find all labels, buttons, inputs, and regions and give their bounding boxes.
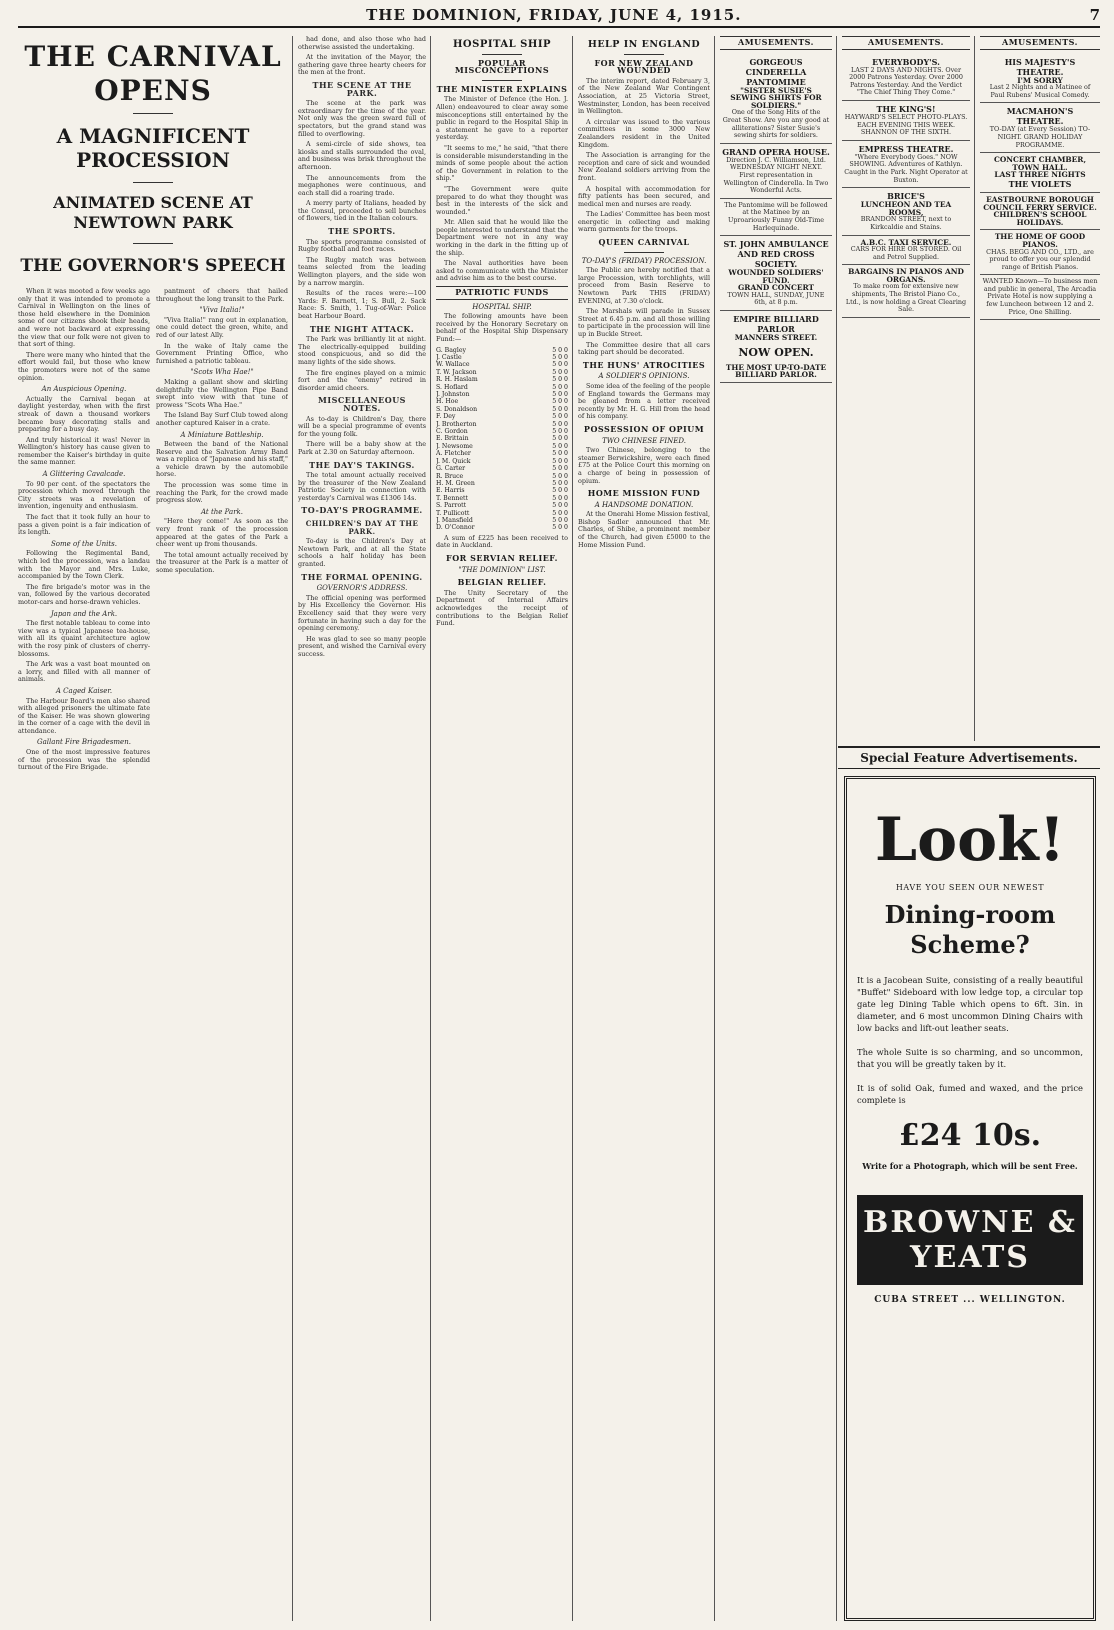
town-hall-text: TOWN HALL, SUNDAY, JUNE 6th, at 8 p.m. xyxy=(727,290,825,307)
fund-name: H. Hoe xyxy=(436,398,459,406)
bargains-ad: BARGAINS IN PIANOS AND ORGANS. To make room for extensive new shipments, The Bristol Piano Co., Ltd., is now holding a Great Clearing Sale. xyxy=(842,265,970,318)
amusements-col-2 xyxy=(842,36,970,741)
sub-units: Some of the Units. xyxy=(50,539,117,548)
page-number: 7 xyxy=(1089,6,1100,24)
soldier-opinions-head: A SOLDIER'S OPINIONS. xyxy=(598,372,690,381)
fund-name: T. Pullicott xyxy=(436,509,470,517)
billiard-ad xyxy=(720,311,832,383)
fund-amount: 5 0 0 xyxy=(552,472,568,480)
hospital-ship-deck2: THE MINISTER EXPLAINS xyxy=(436,83,568,94)
fund-amount: 5 0 0 xyxy=(552,509,568,517)
sub-viva: "Viva Italia!" xyxy=(199,306,245,315)
hospital-ship-headline: HOSPITAL SHIP xyxy=(452,39,552,50)
empress-head: EMPRESS THEATRE. xyxy=(858,143,954,154)
fund-row xyxy=(436,354,568,361)
special-feature-banner: Special Feature Advertisements. xyxy=(838,746,1100,769)
fund-row xyxy=(436,473,568,480)
everybodys-ad: EVERYBODY'S. LAST 2 DAYS AND NIGHTS. Over 2000 Patrons Yesterday. Over 2000 Patrons Yesterday. And the Verdict "The Chief Thing They Come." xyxy=(842,54,970,101)
fund-row xyxy=(436,435,568,442)
his-majestys-head: HIS MAJESTY'S THEATRE. xyxy=(1004,56,1076,77)
ad-body-3: It is of solid Oak, fumed and waxed, and the price complete is xyxy=(857,1083,1083,1105)
empress-ad: EMPRESS THEATRE. "Where Everybody Goes." NOW SHOWING. Adventures of Kathlyn. Caught in the Park. Night Operator at Buxton. xyxy=(842,141,970,188)
fund-name: S. Donaldson xyxy=(436,405,478,413)
masthead xyxy=(18,6,1100,28)
bricks-ad: BRICE'S LUNCHEON AND TEA ROOMS, BRANDON STREET, next to Kirkcaldie and Stains. xyxy=(842,188,970,235)
night-attack-head: THE NIGHT ATTACK. xyxy=(309,323,415,334)
wanted-ad xyxy=(980,275,1100,320)
fund-name: T. W. Jackson xyxy=(436,368,477,376)
fund-name: F. Dey xyxy=(436,413,456,421)
wanted-text: WANTED Known—To business men and public in general, The Arcadia Private Hotel is now supplying a few Luncheon between 12 and 2. Price, One Shilling. xyxy=(982,277,1098,316)
fund-name: S. Hoflard xyxy=(436,383,468,391)
childrens-holidays-head: CHILDREN'S SCHOOL HOLIDAYS. xyxy=(993,210,1087,227)
ad-body-2: The whole Suite is so charming, and so uncommon, that you will be greatly taken by it. xyxy=(857,1047,1083,1069)
carnival-article xyxy=(18,36,288,1621)
wounded-fund-head: WOUNDED SOLDIERS' FUND. xyxy=(728,268,824,285)
servian-sub: "THE DOMINION" LIST. xyxy=(458,565,546,574)
carnival-continued: had done, and also those who had otherwise assisted the undertaking. At the invitation of the Mayor, the gathering gave three hearty cheers for the men at the front. THE SCENE AT THE PARK. The scene at the park was extraordinary for the time of the year. Not only was the green sward full of spectators, but the grand stand was filled to overflowing. A semi-circle of side shows, tea kiosks and stalls surrounded the oval, and business was brisk throughout the afternoon. The announcements from the megaphones were continuous, and each stall did a roaring trade. A merry party of Italians, headed by the Consul, proceeded to sell bunches of flowers, tied in the Italian colours. THE SPORTS. The sports programme consisted of Rugby football and foot races. The Rugby match was between teams selected from the leading Wellington players, and the side won by a narrow margin. Results of the races were:—100 Yards: F. Barnett, 1; S. Bull, 2. Sack Race: S. Smith, 1. Tug-of-War: Police beat Harbour Board. THE NIGHT ATTACK. The Park was brilliantly lit at night. The electrically-equipped building stood conspicuous, and so did the many lights of the side shows. The fire engines played on a mimic fort and the "enemy" retired in disorder amid cheers. MISCELLANEOUS NOTES. As to-day is Children's Day, there will be a special programme of events for the young folk. There will be a baby show at the Park at 2.30 on Saturday afternoon. THE DAY'S TAKINGS. The total amount actually received by the treasurer of the New Zealand Patriotic Society in connection with yesterday's Carnival was £1306 14s. TO-DAY'S PROGRAMME. CHILDREN'S DAY AT THE PARK. To-day is the Children's Day at Newtown Park, and at all the State schools a half holiday has been granted. THE FORMAL OPENING. GOVERNOR'S ADDRESS. The official opening was performed by His Excellency the Governor. His Excellency said that they were very fortunate in having such a day for the opening ceremony. He was glad to see so many people present, and wished the Carnival every success. xyxy=(298,36,426,658)
concert-chamber-head: CONCERT CHAMBER, TOWN HALL. xyxy=(993,155,1087,172)
belgian-head: BELGIAN RELIEF. xyxy=(457,577,547,588)
fund-amount: 5 0 0 xyxy=(552,398,568,406)
violets-head: THE VIOLETS xyxy=(1008,178,1072,189)
column-rule xyxy=(430,36,431,1621)
kings-ad: THE KING'S! HAYWARD'S SELECT PHOTO-PLAYS. EACH EVENING THIS WEEK. SHANNON OF THE SIXTH. xyxy=(842,101,970,141)
queen-carnival-head: QUEEN CARNIVAL xyxy=(598,237,690,248)
fund-name: R. Bruce xyxy=(436,472,464,480)
opera-house-ad: GRAND OPERA HOUSE. Direction J. C. Williamson, Ltd. WEDNESDAY NIGHT NEXT. First representation in Wellington of Cinderella. In Two Wonderful Acts. xyxy=(720,144,832,199)
fund-row xyxy=(436,502,568,509)
fund-name: E. Harris xyxy=(436,487,465,495)
fund-row xyxy=(436,458,568,465)
carnival-headline: THE CARNIVAL OPENS xyxy=(24,40,282,107)
amusements-col-3 xyxy=(980,36,1100,741)
fund-row xyxy=(436,517,568,524)
fund-amount: 5 0 0 xyxy=(552,405,568,413)
fund-amount: 5 0 0 xyxy=(552,457,568,465)
fund-name: C. Gordon xyxy=(436,428,468,436)
fund-name: J. Mansfield xyxy=(436,516,473,524)
column-rule xyxy=(714,36,715,1621)
grand-concert-head: GRAND CONCERT xyxy=(737,283,815,293)
im-sorry-head: I'M SORRY xyxy=(1017,75,1063,85)
sub-auspicious: An Auspicious Opening. xyxy=(41,385,127,394)
fund-name: T. Bennett xyxy=(436,494,468,502)
fund-amount: 5 0 0 xyxy=(552,516,568,524)
last-three-head: LAST THREE NIGHTS xyxy=(994,170,1086,180)
cinderella-head: GORGEOUS CINDERELLA PANTOMIME xyxy=(745,56,807,87)
fund-amount: 5 0 0 xyxy=(552,442,568,450)
fund-name: A. Fletcher xyxy=(436,450,471,458)
firm-address: CUBA STREET ... WELLINGTON. xyxy=(874,1295,1066,1305)
macmahon-ad: MACMAHON'S THEATRE. TO-DAY (at Every Session) TO-NIGHT. GRAND HOLIDAY PROGRAMME. xyxy=(980,103,1100,153)
divider xyxy=(133,243,173,244)
help-england-deck: FOR NEW ZEALAND WOUNDED xyxy=(594,57,694,76)
governors-address-head: GOVERNOR'S ADDRESS. xyxy=(316,584,408,593)
sports-head: THE SPORTS. xyxy=(328,226,396,237)
column-rule xyxy=(292,36,293,1621)
fund-row xyxy=(436,495,568,502)
sub-glittering: A Glittering Cavalcade. xyxy=(42,470,126,479)
sub-japan: Japan and the Ark. xyxy=(50,609,118,618)
fund-name: J. Johnston xyxy=(436,391,470,399)
carnival-col-a: When it was mooted a few weeks ago only that it was intended to promote a Carnival in Wellington on the lines of those held elsewhere in the Dominion some of our citizens shook their heads, and were not backward at expressing the view that our folk were not given to that sort of thing. There were many who hinted that the effort would fail, but those who knew the promoters were not of the same opinion. An Auspicious Opening. Actually the Carnival began at daylight yesterday, when with the first streak of dawn a thousand workers became busy decorating stalls and preparing for a busy day. And truly historical it was! Never in Wellington's history has cause given to remember the Kaiser's birthday in quite the same manner. A Glittering Cavalcade. To 90 per cent. of the spectators the procession which moved through the City streets was a revelation of invention, ingenuity and enthusiasm. The fact that it took fully an hour to pass a given point is a fair indication of its length. Some of the Units. Following the Regimental Band, which led the procession, was a landau with the Mayor and Mrs. Luke, accompanied by the Town Clerk. The fire brigade's motor was in the van, followed by the various decorated motor-cars and horse-drawn vehicles. Japan and the Ark. The first notable tableau to come into view was a typical Japanese tea-house, with all its quaint architecture aglow with the rosy pink of clusters of cherry-blossoms. The Ark was a vast boat mounted on a lorry, and filled with all manner of animals. A Caged Kaiser. The Harbour Board's men also shared with alleged prisoners the ultimate fate of the Kaiser. He was shown glowering in the corner of a cage with the devil in attendance. Gallant Fire Brigadesmen. One of the most impressive features of the procession was the splendid turnout of the Fire Brigade. xyxy=(18,287,150,772)
bricks-head: BRICE'S xyxy=(887,191,925,202)
fund-row xyxy=(436,510,568,517)
fund-row xyxy=(436,443,568,450)
fund-row xyxy=(436,450,568,457)
fund-row xyxy=(436,391,568,398)
divider xyxy=(624,252,664,253)
luncheon-head: LUNCHEON AND TEA ROOMS, xyxy=(860,200,952,217)
opera-house-head: GRAND OPERA HOUSE. xyxy=(722,146,830,157)
ad-write: Write for a Photograph, which will be sent Free. xyxy=(862,1161,1078,1171)
fund-name: S. Parrott xyxy=(436,502,467,510)
kings-head: THE KING'S! xyxy=(876,103,936,114)
carnival-col-b: pantment of cheers that hailed throughout the long transit to the Park. "Viva Italia!" "Viva Italia!" rang out in explanation, one could detect the green, white, and red of our latest Ally. In the wake of Italy came the Government Printing Office, who furnished a patriotic tableau. "Scots Wha Hae!" Making a gallant show and skirling delightfully the Wellington Pipe Band swept into view with that tune of prowess "Scots Wha Hae." The Island Bay Surf Club towed along another captured Kaiser in a crate. A Miniature Battleship. Between the band of the National Reserve and the Salvation Army Band was a replica of "Japanese and his staff," a vehicle drawn by the automobile horse. The procession was some time in reaching the Park, for the crowd made progress slow. At the Park. "Here they come!" As soon as the very front rank of the procession appeared at the gates of the Park a cheer went up from thousands. The total amount actually received by the treasurer at the Park is a matter of some speculation. xyxy=(156,287,288,574)
hospital-ship-deck1: POPULAR MISCONCEPTIONS xyxy=(454,57,550,76)
fund-amount: 5 0 0 xyxy=(552,354,568,361)
sub-battleship: A Miniature Battleship. xyxy=(180,430,264,439)
empire-billiard-head: EMPIRE BILLIARD PARLOR xyxy=(733,314,819,335)
home-pianos-head: THE HOME OF GOOD PIANOS. xyxy=(994,232,1086,249)
look-headline: Look! xyxy=(874,805,1066,875)
everybodys-head: EVERYBODY'S. xyxy=(872,56,940,67)
bargains-head: BARGAINS IN PIANOS AND ORGANS. xyxy=(848,267,964,284)
fund-row xyxy=(436,487,568,494)
fund-amount: 5 0 0 xyxy=(552,368,568,376)
home-mission-head: HOME MISSION FUND xyxy=(587,488,701,499)
fund-name: G. Bagley xyxy=(436,346,466,354)
sub-scots: "Scots Wha Hae!" xyxy=(190,368,254,377)
donation-head: A HANDSOME DONATION. xyxy=(594,500,694,509)
fund-amount: 5 0 0 xyxy=(552,450,568,458)
help-england-article: HELP IN ENGLAND FOR NEW ZEALAND WOUNDED The interim report, dated February 3, of the New Zealand War Contingent Association, at 25 Victoria Street, Westminster, London, has been received in Wellington. A circular was issued to the various committees in some 3000 New Zealanders resident in the United Kingdom. The Association is arranging for the reception and care of sick and wounded New Zealand soldiers arriving from the front. A hospital with accommodation for fifty patients has been secured, and medical men and nurses are ready. The Ladies' Committee has been most energetic in collecting and making warm garments for the troops. QUEEN CARNIVAL TO-DAY'S (FRIDAY) PROCESSION. The Public are hereby notified that a large Procession, with torchlights, will proceed from Basin Reserve to Newtown Park THIS (FRIDAY) EVENING, at 7.30 o'clock. The Marshals will parade in Sussex Street at 6.45 p.m. and all those willing to participate in the procession will line up in Buckle Street. The Committee desire that all cars taking part should be decorated. THE HUNS' ATROCITIES A SOLDIER'S OPINIONS. Some idea of the feeling of the people of England towards the Germans may be gleaned from a letter received recently by Mr. H. G. Hill from the head of his company. POSSESSION OF OPIUM TWO CHINESE FINED. Two Chinese, belonging to the steamer Berwickshire, were each fined £75 at the Police Court this morning on a charge of being in possession of opium. HOME MISSION FUND A HANDSOME DONATION. At the Onerahi Home Mission festival, Bishop Sadler announced that Mr. Charles, of Shibe, a prominent member of the Church, had given £5000 to the Home Mission Fund. xyxy=(578,39,710,549)
sub-park: At the Park. xyxy=(200,507,244,516)
help-england-headline: HELP IN ENGLAND xyxy=(587,39,701,50)
patriotic-sub-head: HOSPITAL SHIP. xyxy=(472,302,532,311)
fund-amount: 5 0 0 xyxy=(552,376,568,384)
fund-name: D. O'Connor xyxy=(436,524,475,532)
fund-row xyxy=(436,480,568,487)
fund-row xyxy=(436,376,568,383)
scene-park-head: THE SCENE AT THE PARK. xyxy=(312,79,412,98)
misc-notes-head: MISCELLANEOUS NOTES. xyxy=(318,395,406,413)
fund-row xyxy=(436,347,568,354)
eastbourne-head: EASTBOURNE BOROUGH COUNCIL FERRY SERVICE. xyxy=(983,194,1097,212)
fund-amount: 5 0 0 xyxy=(552,420,568,428)
opium-head: POSSESSION OF OPIUM xyxy=(583,423,705,434)
fund-amount: 5 0 0 xyxy=(552,494,568,502)
fund-row xyxy=(436,361,568,368)
fund-amount: 5 0 0 xyxy=(552,524,568,532)
macmahon-head: MACMAHON'S THEATRE. xyxy=(1006,106,1074,127)
fund-name: J. Brotherton xyxy=(436,420,477,428)
fund-name: J. Newsome xyxy=(436,442,473,450)
column-rule xyxy=(836,36,837,1621)
amusements-header-2: AMUSEMENTS. xyxy=(842,36,970,50)
fund-amount: 5 0 0 xyxy=(552,346,568,354)
servian-head: FOR SERVIAN RELIEF. xyxy=(446,552,558,563)
divider xyxy=(624,54,664,55)
amusements-header-3: AMUSEMENTS. xyxy=(980,36,1100,50)
column-rule xyxy=(974,36,975,741)
fund-row xyxy=(436,384,568,391)
fund-row xyxy=(436,398,568,405)
fund-amount: 5 0 0 xyxy=(552,465,568,473)
fund-row xyxy=(436,369,568,376)
newspaper-page xyxy=(18,6,1100,1622)
cinderella-sub: "SISTER SUSIE'S SEWING SHIRTS FOR SOLDIERS." xyxy=(730,85,822,110)
amusements-header: AMUSEMENTS. xyxy=(720,36,832,50)
fund-name: J. M. Quick xyxy=(436,457,471,465)
his-majestys-ad: HIS MAJESTY'S THEATRE. I'M SORRY Last 2 Nights and a Matinee of Paul Rubens' Musical Comedy. xyxy=(980,54,1100,104)
fund-name: G. Carter xyxy=(436,465,466,473)
fund-amount: 5 0 0 xyxy=(552,361,568,369)
programme-head: TO-DAY'S PROGRAMME. xyxy=(301,505,423,516)
fund-name: R. H. Haslam xyxy=(436,376,478,384)
todays-procession-head: TO-DAY'S (FRIDAY) PROCESSION. xyxy=(581,256,707,265)
sub-kaiser: A Caged Kaiser. xyxy=(55,686,113,695)
fund-row xyxy=(436,465,568,472)
abc-taxi-head: A.B.C. TAXI SERVICE. xyxy=(860,237,952,247)
ad-body-1: It is a Jacobean Suite, consisting of a really beautiful "Buffet" Sideboard with low ledge top, a circular top gate leg Dining Table which opens to 6ft. 3in. in diameter, and 6 most uncommon Dining Chairs with low backs and lift-out leather seats. xyxy=(857,975,1083,1033)
childrens-day-head: CHILDREN'S DAY AT THE PARK. xyxy=(305,519,419,536)
fund-name: E. Brittain xyxy=(436,435,469,443)
amusements-col-1 xyxy=(720,36,832,1621)
manners-street-text: MANNERS STREET. xyxy=(734,333,818,343)
firm-name: BROWNE & YEATS xyxy=(857,1195,1083,1285)
fund-table xyxy=(436,347,568,532)
seen-text: HAVE YOU SEEN OUR NEWEST xyxy=(895,883,1045,892)
fund-amount: 5 0 0 xyxy=(552,435,568,443)
taxi-ad: A.B.C. TAXI SERVICE. CARS FOR HIRE OR STORED. Oil and Petrol Supplied. xyxy=(842,236,970,266)
fund-amount: 5 0 0 xyxy=(552,487,568,495)
ad-price: £24 10s. xyxy=(898,1118,1042,1153)
browne-yeats-ad xyxy=(844,776,1096,1621)
takings-head: THE DAY'S TAKINGS. xyxy=(309,459,415,470)
fund-amount: 5 0 0 xyxy=(552,479,568,487)
fund-amount: 5 0 0 xyxy=(552,413,568,421)
queen-carnival-ad: The Pantomime will be followed at the Matinee by an Uproariously Funny Old-Time Harlequinade. xyxy=(720,199,832,236)
pianos-ad: THE HOME OF GOOD PIANOS. CHAS. BEGG AND CO., LTD., are proud to offer you our splendid range of British Pianos. xyxy=(980,230,1100,275)
column-rule xyxy=(572,36,573,1621)
fund-row xyxy=(436,428,568,435)
divider xyxy=(482,54,522,55)
fund-row xyxy=(436,524,568,531)
st-john-ad xyxy=(720,236,832,311)
carnival-deck1: A MAGNIFICENT PROCESSION xyxy=(56,124,250,172)
carnival-deck3: THE GOVERNOR'S SPEECH xyxy=(20,256,286,276)
eastbourne-ad xyxy=(980,193,1100,230)
fund-amount: 5 0 0 xyxy=(552,502,568,510)
divider xyxy=(133,113,173,114)
concert-chamber-ad xyxy=(980,153,1100,193)
cinderella-ad: GORGEOUS CINDERELLA PANTOMIME "SISTER SUSIE'S SEWING SHIRTS FOR SOLDIERS." One of the Song Hits of the Great Show. Are you any good at alliterations? Sister Susie's sewing shirts for soldiers. xyxy=(720,54,832,144)
hospital-ship-article: HOSPITAL SHIP POPULAR MISCONCEPTIONS THE MINISTER EXPLAINS The Minister of Defence (the Hon. J. Allen) endeavoured to clear away some misconceptions still entertained by the public in regard to the Hospital Ship in a statement he gave to a reporter yesterday. "It seems to me," he said, "that there is considerable misunderstanding in the minds of some people about the action of the Government in relation to the ship." "The Government were quite prepared to do what they thought was best in the interests of the sick and wounded." Mr. Allen said that he would like the people interested to understand that the Department were not in any way working in the dark in the fitting up of the ship. The Naval authorities have been asked to communicate with the Minister and advise him as to the best course. PATRIOTIC FUNDS HOSPITAL SHIP. The following amounts have been received by the Honorary Secretary on behalf of the Hospital Ship Dispensary Fund:— G. Bagley 5 0 0 J. Castle 5 0 0 W. Wallace 5 0 0 T. W. Jackson 5 0 0 R. H. Haslam 5 0 0 S. Hoflard 5 0 0 J. Johnston 5 0 0 H. Hoe 5 0 0 S. Donaldson 5 0 0 F. Dey 5 0 0 J. Brotherton 5 0 0 C. Gordon 5 0 0 E. Brittain 5 0 0 J. Newsome 5 0 0 A. Fletcher 5 0 0 J. M. Quick 5 0 0 G. Carter 5 0 0 R. Bruce 5 0 0 H. M. Green 5 0 0 E. Harris 5 0 0 T. Bennett 5 0 0 S. Parrott 5 0 0 T. Pullicott 5 0 0 J. Mansfield 5 0 0 D. O'Connor 5 0 0 A sum of £225 has been received to date in Auckland. FOR SERVIAN RELIEF. "THE DOMINION" LIST. BELGIAN RELIEF. The Unity Secretary of the Department of Internal Affairs acknowledges the receipt of contributions to the Belgian Relief Fund. xyxy=(436,39,568,628)
patriotic-funds-head: PATRIOTIC FUNDS xyxy=(436,286,568,300)
most-up-text: THE MOST UP-TO-DATE BILLIARD PARLOR. xyxy=(725,362,827,380)
scheme-headline: Dining-room Scheme? xyxy=(884,900,1056,959)
masthead-title: THE DOMINION, FRIDAY, JUNE 4, 1915. xyxy=(366,6,742,24)
sub-brigadesmen: Gallant Fire Brigadesmen. xyxy=(37,738,131,747)
divider xyxy=(482,80,522,81)
fund-name: H. M. Green xyxy=(436,479,475,487)
now-open-text: NOW OPEN. xyxy=(738,345,814,359)
formal-opening-head: THE FORMAL OPENING. xyxy=(301,571,423,582)
fund-name: W. Wallace xyxy=(436,361,470,369)
st-john-head: ST. JOHN AMBULANCE AND RED CROSS SOCIETY. xyxy=(723,239,829,270)
chinese-fined-head: TWO CHINESE FINED. xyxy=(602,436,686,445)
huns-head: THE HUNS' ATROCITIES xyxy=(582,359,706,370)
fund-amount: 5 0 0 xyxy=(552,383,568,391)
fund-amount: 5 0 0 xyxy=(552,428,568,436)
fund-row xyxy=(436,413,568,420)
fund-row xyxy=(436,421,568,428)
fund-row xyxy=(436,406,568,413)
fund-name: J. Castle xyxy=(436,354,462,361)
divider xyxy=(133,182,173,183)
carnival-deck2: ANIMATED SCENE AT NEWTOWN PARK xyxy=(53,193,253,232)
fund-amount: 5 0 0 xyxy=(552,391,568,399)
